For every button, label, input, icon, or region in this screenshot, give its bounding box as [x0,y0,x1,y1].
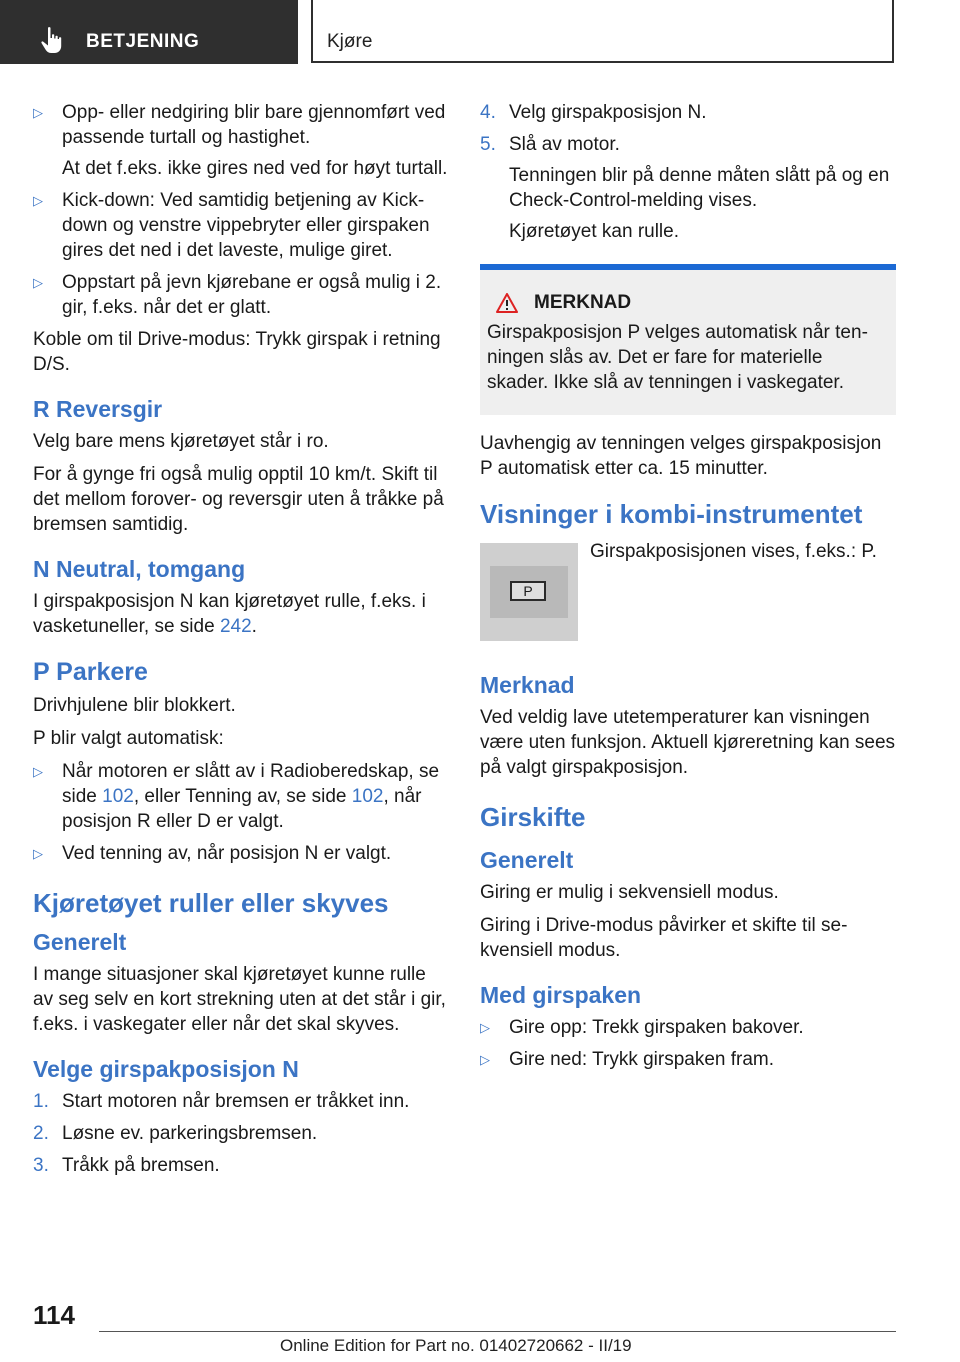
chapter-title: Kjøre [327,31,373,52]
list-item: 1. Start motoren når bremsen er tråkket inn. [33,1091,410,1112]
page-link[interactable]: 102 [102,786,134,807]
select-n-heading: Velge girspakposisjon N [33,1056,299,1082]
instrument-display [480,539,896,641]
section-tab [0,0,298,64]
triangle-bullet-icon: ▷ [33,105,43,120]
paragraph: Ved veldig lave utetemperaturer kan visningen være uten funksjon. Aktuell kjøreretning kan sees på valgt girspakposisjon. [480,707,896,778]
list-item: 5. Slå av motor. Tenningen blir på denne måten slått på og en Check-Control-melding vises. Kjøretøyet kan rulle. [480,134,890,242]
triangle-bullet-icon: ▷ [33,193,43,208]
select-n-steps-continued [480,100,896,244]
page-number: 114 [33,1300,75,1330]
page-header [0,0,960,66]
list-item: 4. Velg girspakposisjon N. [480,102,707,123]
paragraph: Giring er mulig i sekvensiell modus. [480,882,779,903]
instrument-cluster-image [480,543,578,641]
triangle-bullet-icon: ▷ [33,764,43,779]
triangle-bullet-icon: ▷ [33,275,43,290]
list-item: ▷ Opp- eller nedgiring blir bare gjennomført ved passende turtall og hastighet. At det f.eks. ikke gires ned ved for høyt turtall. [33,102,448,179]
paragraph: P blir valgt automatisk: [33,728,224,749]
right-column [480,100,896,1079]
note-title: MERKNAD [534,292,632,313]
shift-subheading: Generelt [480,847,574,873]
paragraph: I mange situasjoner skal kjøretøyet kunne rulle av seg selv en kort strekning uten at det står i gir, f.eks. i vaskegater eller når det skal skyves. [33,964,446,1035]
lever-list [480,1015,896,1072]
list-item: ▷ Ved tenning av, når posisjon N er valgt. [33,843,392,864]
list-item: ▷ Når motoren er slått av i Radioberedskap, se side 102, eller Tenning av, se side 102, når posisjon R eller D er valgt. [33,761,440,832]
section-title: BETJENING [86,31,200,52]
lever-heading: Med girspaken [480,982,642,1008]
park-heading: P Parkere [33,658,148,686]
edition-text: Online Edition for Part no. 01402720662 - II/19 [280,1336,632,1355]
select-n-steps [33,1089,451,1178]
warning-triangle-icon [496,293,518,313]
list-item: 3. Tråkk på bremsen. [33,1155,220,1176]
page-link[interactable]: 102 [351,786,384,807]
gear-indicator-p: P [510,581,546,601]
hand-pointer-icon [40,26,64,54]
paragraph: I girspakposisjon N kan kjøretøyet rulle, f.eks. i vasketuneller, se side 242. [33,591,426,637]
rolling-subheading: Generelt [33,929,127,955]
triangle-bullet-icon: ▷ [480,1020,490,1035]
paragraph: For å gynge fri også mulig opptil 10 km/t. Skift til det mellom forover- og reversgir uten å tråkke på bremsen samtidig. [33,464,444,535]
shift-notes-list [33,100,451,320]
drive-mode-text: Koble om til Drive-modus: Trykk girspak i retning D/S. [33,329,441,375]
paragraph: Velg bare mens kjøretøyet står i ro. [33,431,329,452]
chapter-tab [311,0,894,63]
triangle-bullet-icon: ▷ [480,1052,490,1067]
footer-divider [99,1331,896,1332]
paragraph: Giring i Drive-modus påvirker et skifte til se-kvensiell modus. [480,915,848,961]
left-column [33,100,451,1185]
paragraph: Uavhengig av tenningen velges girspakposisjon P automatisk etter ca. 15 minutter. [480,433,882,479]
reverse-heading: R Reversgir [33,396,163,422]
shift-heading: Girskifte [480,802,586,832]
warning-note [480,264,896,415]
list-item: ▷ Kick-down: Ved samtidig betjening av Kick-down og venstre vippebryter eller girspaken gires det ned i det laveste, mulige giret. [33,190,430,261]
paragraph: Drivhjulene blir blokkert. [33,695,236,716]
list-item: ▷ Gire opp: Trekk girspaken bakover. [480,1017,804,1038]
rolling-heading: Kjøretøyet ruller eller skyves [33,888,389,918]
list-item: 2. Løsne ev. parkeringsbremsen. [33,1123,318,1144]
list-item: ▷ Oppstart på jevn kjørebane er også mulig i 2. gir, f.eks. når det er glatt. [33,272,442,318]
triangle-bullet-icon: ▷ [33,846,43,861]
display-heading: Visninger i kombi-instrumentet [480,499,863,529]
merknad-heading: Merknad [480,672,575,698]
neutral-heading: N Neutral, tomgang [33,556,246,582]
list-item: ▷ Gire ned: Trykk girspaken fram. [480,1049,775,1070]
note-text: Girspakposisjon P velges automatisk når ten-ningen slås av. Det er fare for materielle skader. Ikke slå av tenningen i vaskegater. [487,322,868,393]
park-list [33,759,451,866]
paragraph: Girspakposisjonen vises, f.eks.: P. [590,541,877,562]
page-link[interactable]: 242 [219,616,252,637]
